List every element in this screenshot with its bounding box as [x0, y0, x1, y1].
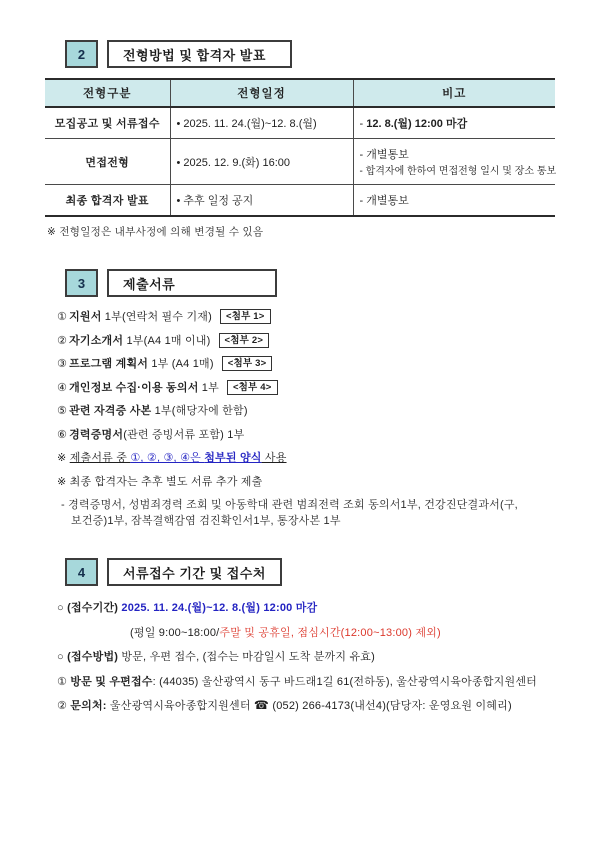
method-value: 방문, 우편 접수, (접수는 마감일시 도착 분까지 유효) [121, 651, 375, 663]
item-desc: 1부 [198, 381, 219, 394]
table-row [45, 185, 555, 217]
note-dash: - [359, 118, 367, 130]
item-number: ② [57, 700, 71, 712]
item-desc: (관련 증빙서류 포함) 1부 [123, 428, 245, 441]
item-name: 프로그램 계획서 [69, 358, 149, 370]
item-number: ③ [57, 358, 68, 370]
visit-label: 방문 및 우편접수 [70, 675, 153, 688]
cell-category: 면접전형 [45, 139, 170, 185]
usage-note-highlight: 첨부된 양식 [204, 452, 262, 464]
usage-note-tail: 사용 [261, 452, 287, 464]
attachment-tag: <첨부 1> [220, 309, 271, 324]
table-row [45, 139, 555, 185]
period-value: 2025. 11. 24.(월)~12. 8.(월) 12:00 마감 [121, 602, 318, 614]
period-label: (접수기간) [67, 602, 122, 614]
item-name: 관련 자격증 사본 [69, 405, 152, 417]
item-number: ⑤ [57, 405, 68, 417]
item-desc: 1부(해당자에 한함) [151, 405, 248, 417]
section-header-reception [65, 558, 570, 586]
contact-org: 울산광역시육아종합지원센터 [106, 700, 254, 712]
contact-phone: (052) 266-4173(내선4)(담당자: 운영요원 이혜리) [269, 700, 512, 712]
extra-note-detail: - 경력증명서, 성범죄경력 조회 및 아동학대 관련 범죄전력 조회 동의서1부, 건강진단결과서(구, 보건증)1부, 잠복결핵감염 검진확인서1부, 통장사본 1부 [61, 499, 518, 527]
document-item [57, 355, 570, 371]
document-item-list [57, 308, 570, 442]
reception-contact-line [57, 697, 570, 713]
cell-note [353, 185, 555, 217]
usage-note-numbers: ①, ②, ③, ④은 [130, 452, 205, 464]
note-line: - 개별통보 [359, 195, 409, 207]
contact-label: 문의처: [70, 700, 107, 712]
section-header-documents [65, 269, 570, 297]
item-name: 자기소개서 [69, 334, 124, 347]
item-number: ⑥ [57, 428, 68, 441]
item-name: 지원서 [69, 311, 102, 323]
section-title: 제출서류 [107, 269, 277, 297]
table-row [45, 107, 555, 139]
section-header-selection [65, 40, 570, 68]
section-number-badge: 3 [65, 269, 98, 297]
document-item [57, 332, 570, 348]
circle-bullet: ○ [57, 602, 68, 614]
hours-excluded: 주말 및 공휴일, 점심시간(12:00~13:00) 제외) [219, 626, 441, 639]
item-name: 경력증명서 [69, 428, 124, 441]
reception-method-line [57, 648, 570, 664]
section-title: 서류접수 기간 및 접수처 [107, 558, 282, 586]
note-line: - 개별통보 [359, 149, 409, 161]
table-header-row [45, 79, 555, 107]
hours-weekday: (평일 9:00~18:00/ [130, 626, 220, 639]
usage-note [57, 449, 570, 465]
note-deadline: 12. 8.(월) 12:00 마감 [366, 118, 468, 130]
attachment-tag: <첨부 4> [227, 380, 278, 395]
item-desc: 1부(연락처 필수 기재) [101, 311, 212, 323]
circle-bullet: ○ [57, 651, 68, 663]
section-number-badge: 2 [65, 40, 98, 68]
cell-category: 모집공고 및 서류접수 [54, 118, 160, 130]
column-header-category: 전형구분 [45, 79, 170, 107]
reception-period-line [57, 599, 570, 615]
attachment-tag: <첨부 3> [222, 356, 273, 371]
cell-category: 최종 합격자 발표 [45, 185, 170, 217]
cell-note [353, 139, 555, 185]
column-header-note: 비고 [353, 79, 555, 107]
selection-schedule-table [45, 78, 555, 217]
cell-schedule: • 추후 일정 공지 [170, 185, 353, 217]
item-number: ① [57, 675, 71, 688]
attachment-tag: <첨부 2> [219, 333, 270, 348]
method-label: (접수방법) [67, 651, 122, 663]
document-item [57, 426, 570, 442]
note-line: - 합격자에 한하여 면접전형 일시 및 장소 통보 [359, 166, 557, 177]
item-name: 개인정보 수집·이용 동의서 [69, 381, 199, 394]
reception-hours-line [130, 624, 570, 640]
column-header-schedule: 전형일정 [170, 79, 353, 107]
phone-icon: ☎ [253, 698, 270, 712]
item-number: ④ [57, 381, 68, 394]
item-desc: 1부(A4 1매 이내) [123, 334, 211, 347]
cell-schedule: • 2025. 11. 24.(월)~12. 8.(월) [170, 107, 353, 139]
item-number: ② [57, 334, 68, 347]
document-item [57, 402, 570, 418]
table-footnote: ※ 전형일정은 내부사정에 의해 변경될 수 있음 [47, 226, 264, 238]
reception-info [57, 599, 570, 713]
reception-address-line [57, 673, 570, 689]
usage-note-text: 제출서류 중 [69, 452, 131, 464]
item-number: ① [57, 311, 68, 323]
cell-note [353, 107, 555, 139]
note-marker: ※ [57, 452, 70, 464]
section-number-badge: 4 [65, 558, 98, 586]
document-item [57, 308, 570, 324]
document-item [57, 379, 570, 395]
cell-schedule: • 2025. 12. 9.(화) 16:00 [170, 139, 353, 185]
item-desc: 1부 (A4 1매) [148, 358, 214, 370]
visit-address: : (44035) 울산광역시 동구 바드래1길 61(전하동), 울산광역시육아종합지원센터 [152, 675, 537, 688]
section-title: 전형방법 및 합격자 발표 [107, 40, 292, 68]
extra-note: ※ 최종 합격자는 추후 별도 서류 추가 제출 [57, 476, 263, 488]
